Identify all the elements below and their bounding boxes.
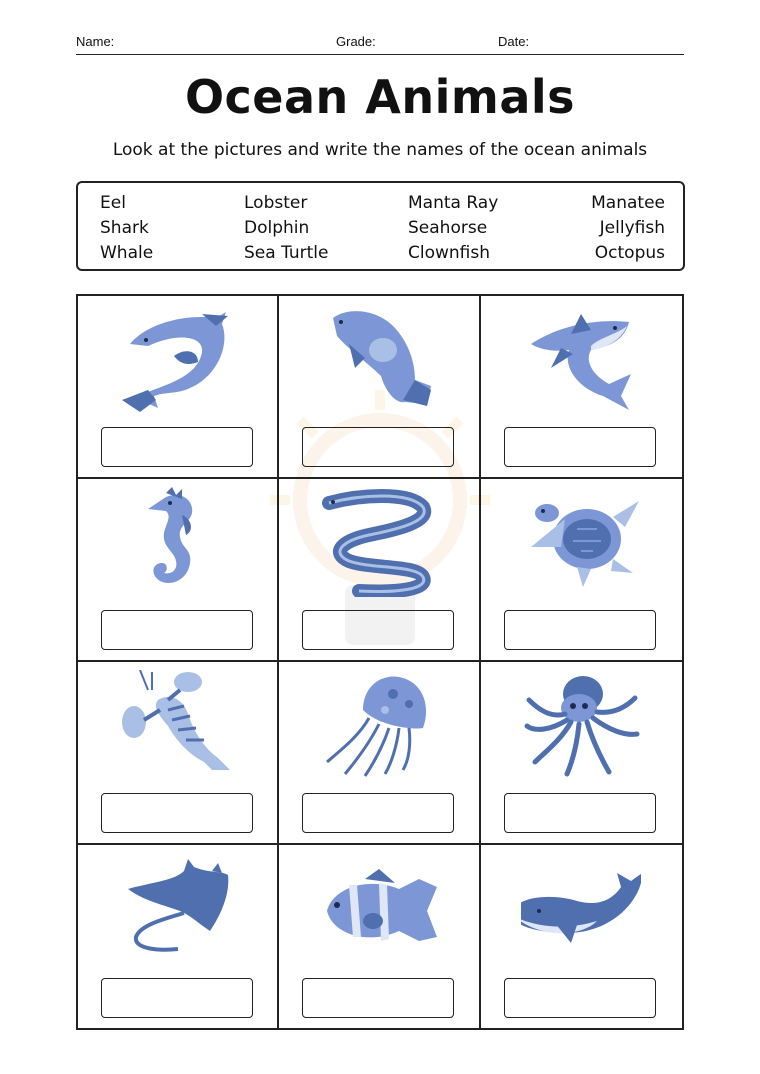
picture-cell bbox=[78, 662, 279, 845]
word-bank-item: Shark bbox=[100, 218, 149, 238]
answer-box[interactable] bbox=[302, 978, 454, 1018]
word-bank-item: Lobster bbox=[244, 193, 308, 213]
word-bank-item: Manta Ray bbox=[408, 193, 499, 213]
word-bank-item: Clownfish bbox=[408, 243, 491, 263]
eel-icon bbox=[319, 487, 439, 597]
answer-box[interactable] bbox=[101, 610, 253, 650]
word-bank-column bbox=[591, 191, 665, 266]
picture-cell bbox=[481, 479, 682, 662]
word-bank-column bbox=[100, 191, 153, 266]
answer-box[interactable] bbox=[504, 610, 656, 650]
octopus-icon bbox=[521, 670, 641, 780]
date-label[interactable]: Date: bbox=[498, 34, 530, 49]
answer-box[interactable] bbox=[302, 793, 454, 833]
word-bank-column bbox=[408, 191, 498, 266]
shark-icon bbox=[521, 304, 641, 414]
word-bank-item: Dolphin bbox=[244, 218, 310, 238]
name-label[interactable]: Name: bbox=[76, 34, 115, 49]
dolphin-icon bbox=[118, 304, 238, 414]
answer-box[interactable] bbox=[302, 427, 454, 467]
picture-cell bbox=[481, 296, 682, 479]
answer-box[interactable] bbox=[101, 427, 253, 467]
word-bank-item: Eel bbox=[100, 193, 126, 213]
whale-icon bbox=[521, 853, 641, 963]
picture-cell bbox=[78, 479, 279, 662]
picture-cell bbox=[78, 845, 279, 1028]
answer-box[interactable] bbox=[101, 978, 253, 1018]
word-bank-item: Whale bbox=[100, 243, 154, 263]
page-title: Ocean Animals bbox=[184, 70, 576, 124]
picture-cell bbox=[481, 662, 682, 845]
word-bank bbox=[76, 181, 685, 271]
answer-box[interactable] bbox=[101, 793, 253, 833]
lobster-icon bbox=[118, 670, 238, 780]
picture-cell bbox=[78, 296, 279, 479]
sea-turtle-icon bbox=[521, 487, 641, 597]
word-bank-column bbox=[244, 191, 329, 266]
answer-box[interactable] bbox=[302, 610, 454, 650]
student-info-line bbox=[76, 32, 684, 55]
picture-grid bbox=[76, 294, 684, 1030]
jellyfish-icon bbox=[319, 670, 439, 780]
instructions: Look at the pictures and write the names of the ocean animals bbox=[112, 140, 648, 160]
grade-label[interactable]: Grade: bbox=[336, 34, 376, 49]
answer-box[interactable] bbox=[504, 427, 656, 467]
picture-cell bbox=[279, 662, 480, 845]
answer-box[interactable] bbox=[504, 793, 656, 833]
word-bank-item: Manatee bbox=[591, 193, 665, 213]
picture-cell bbox=[481, 845, 682, 1028]
answer-box[interactable] bbox=[504, 978, 656, 1018]
picture-cell bbox=[279, 479, 480, 662]
word-bank-item: Jellyfish bbox=[599, 218, 665, 238]
picture-cell bbox=[279, 845, 480, 1028]
manatee-icon bbox=[319, 304, 439, 414]
word-bank-item: Sea Turtle bbox=[244, 243, 329, 263]
manta-ray-icon bbox=[118, 853, 238, 963]
clownfish-icon bbox=[319, 853, 439, 963]
word-bank-item: Octopus bbox=[594, 243, 665, 263]
seahorse-icon bbox=[118, 487, 238, 597]
word-bank-item: Seahorse bbox=[408, 218, 488, 238]
picture-cell bbox=[279, 296, 480, 479]
